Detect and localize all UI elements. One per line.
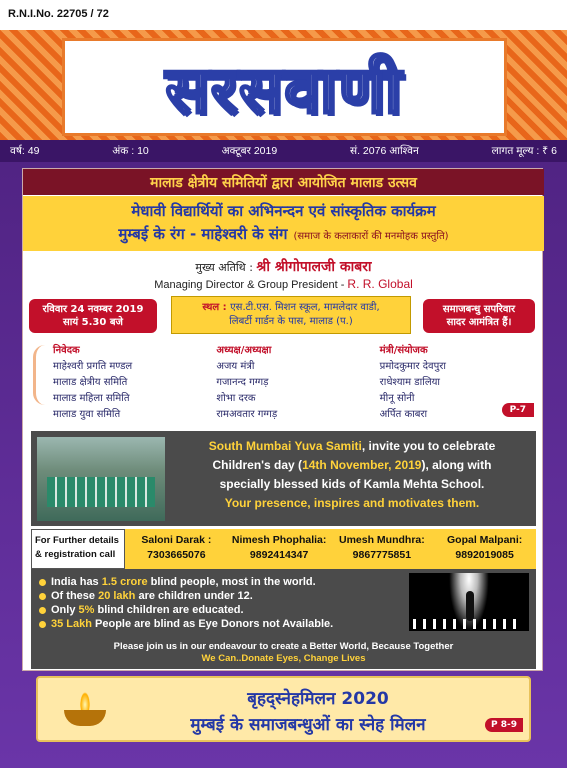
organizers-column — [53, 343, 216, 423]
fact-text: are children under 12. — [135, 590, 253, 602]
contact-name: Nimesh Phophalia: — [231, 534, 327, 546]
venue-line-1: एस.टी.एस. मिशन स्कूल, मामलेदार वाडी, — [230, 302, 380, 313]
list-item: मालाड महिला समिति — [53, 393, 130, 404]
invite-badge — [423, 299, 535, 333]
contacts-label-line-1: For Further details — [35, 535, 119, 546]
childrens-day-label: Children's day ( — [212, 458, 303, 472]
list-item: प्रमोदकुमार देवपुरा — [379, 361, 446, 372]
motivation-text: Your presence, inspires and motivates them. — [224, 496, 480, 510]
children-photo — [37, 437, 165, 521]
contacts-label — [31, 529, 125, 569]
list-item: राधेश्याम डालिया — [379, 377, 440, 388]
md-company: R. R. Global — [347, 277, 413, 291]
event-tagline: मुम्बई के रंग - माहेश्वरी के संग — [118, 225, 288, 243]
contact-phone: 9892019085 — [455, 549, 514, 561]
magazine-title: सरसवाणी — [165, 53, 404, 128]
list-item: अजय मंत्री — [216, 361, 255, 372]
event-date: रविवार 24 नवम्बर 2019 — [42, 304, 144, 315]
fact-highlight: 1.5 crore — [101, 576, 148, 588]
fact-item — [31, 589, 401, 603]
walking-figure — [466, 591, 474, 621]
diya-lamp-icon — [60, 692, 110, 732]
sneh-milan-subtitle: मुम्बई के समाजबन्धुओं का स्नेह मिलन — [190, 715, 426, 735]
md-label: Managing Director & Group President - — [154, 279, 348, 291]
contact-entry — [228, 529, 331, 569]
venue-line-2: लिबर्टी गार्डन के पास, मालाड (प.) — [229, 316, 353, 327]
issue-number: अंक : 10 — [112, 145, 149, 157]
facts-list — [31, 575, 401, 631]
sneh-milan-banner — [36, 676, 531, 742]
venue-label: स्थल : — [202, 302, 231, 313]
column-heading: मंत्री/संयोजक — [379, 345, 428, 356]
fact-highlight: 35 Lakh — [51, 618, 92, 630]
column-heading: अध्यक्ष/अध्यक्षा — [216, 345, 272, 356]
fact-item — [31, 603, 401, 617]
fact-highlight: 20 lakh — [98, 590, 136, 602]
event-headline: मेधावी विद्यार्थियों का अभिनन्दन एवं सांस्कृतिक कार्यक्रम — [131, 202, 436, 220]
list-item: गजानन्द गग्गड़ — [216, 377, 269, 388]
organizer-columns — [53, 343, 543, 423]
chief-guest-label: मुख्य अतिथि : — [195, 261, 257, 274]
list-item: अर्पित काबरा — [379, 409, 428, 420]
chief-guest-name: श्री श्रीगोपालजी काबरा — [256, 259, 372, 275]
fact-item — [31, 575, 401, 589]
page-tag-p7: P-7 — [502, 403, 534, 417]
fact-text: India has — [51, 576, 102, 588]
contact-phone: 9892414347 — [249, 549, 309, 561]
fact-text: Only — [51, 604, 79, 616]
chief-guest — [23, 257, 544, 276]
blind-walking-image — [409, 573, 529, 631]
chief-guest-title — [23, 277, 544, 291]
school-text: specially blessed kids of Kamla Mehta School. — [219, 477, 485, 491]
invite-text: , invite you to celebrate — [361, 439, 496, 453]
invite-line-1: समाजबन्धु सपरिवार — [442, 304, 516, 315]
yuva-invite-text — [173, 437, 531, 513]
list-item: माहेश्वरी प्रगति मण्डल — [53, 361, 133, 372]
contact-entry — [331, 529, 434, 569]
venue-box — [171, 296, 411, 334]
appeal-text — [31, 641, 536, 665]
yuva-samiti-ad — [31, 431, 536, 526]
flame-icon — [80, 692, 90, 710]
list-item: मीनू सोनी — [379, 393, 415, 404]
masthead-title-box — [62, 38, 507, 136]
lamp-bowl — [64, 710, 106, 726]
event-tagline-note: (समाज के कलाकारों की मनमोहक प्रस्तुति) — [293, 231, 449, 242]
contact-name: Gopal Malpani: — [446, 534, 523, 546]
appeal-line-2: We Can..Donate Eyes, Change Lives — [201, 653, 366, 664]
contact-name: Saloni Darak : — [141, 534, 212, 546]
along-with-text: ), along with — [421, 458, 492, 472]
samiti-name: South Mumbai Yuva Samiti — [208, 439, 362, 453]
contact-phone: 7303665076 — [147, 549, 206, 561]
volume-year: वर्ष: 49 — [10, 145, 40, 157]
contact-entry — [433, 529, 536, 569]
white-canes — [413, 619, 523, 629]
content-card — [22, 168, 543, 671]
contacts-label-line-2: & registration call — [35, 549, 116, 560]
childrens-day-date: 14th November, 2019 — [302, 458, 422, 472]
event-banner-title: मालाड क्षेत्रीय समितियों द्वारा आयोजित मालाड उत्सव — [23, 169, 544, 195]
price: लागत मूल्य : ₹ 6 — [491, 145, 557, 157]
issue-info-bar — [0, 140, 567, 162]
contacts-strip — [31, 529, 536, 569]
fact-text: blind children are educated. — [94, 604, 244, 616]
presidents-column — [216, 343, 379, 423]
list-item: मालाड क्षेत्रीय समिति — [53, 377, 128, 388]
fact-text: People are blind as Eye Donors not Available. — [91, 618, 334, 630]
top-strip — [0, 0, 567, 30]
appeal-line-1: Please join us in our endeavour to create a Better World, Because Together — [113, 641, 454, 652]
samvat-date: सं. 2076 आश्विन — [350, 145, 419, 157]
list-item: शोभा दरक — [216, 393, 256, 404]
issue-month: अक्टूबर 2019 — [221, 145, 278, 157]
event-time: सायं 5.30 बजे — [63, 317, 123, 328]
list-item: मालाड युवा समिति — [53, 409, 121, 420]
fact-text: blind people, most in the world. — [147, 576, 316, 588]
fact-item — [31, 617, 401, 631]
invite-line-2: सादर आमंत्रित हैं। — [446, 317, 512, 328]
contact-name: Umesh Mundhra: — [338, 534, 425, 546]
event-banner-subtitle — [23, 196, 544, 251]
list-item: रामअवतार गग्गड़ — [216, 409, 278, 420]
page-tag-p8-9: P 8-9 — [485, 718, 523, 732]
fact-text: Of these — [51, 590, 99, 602]
column-heading: निवेदक — [53, 345, 80, 356]
contact-phone: 9867775851 — [352, 549, 412, 561]
sneh-milan-title: बृहद्स्नेहमिलन 2020 — [247, 689, 389, 709]
contact-entry — [125, 529, 228, 569]
fact-highlight: 5% — [78, 604, 95, 616]
eye-donation-ad — [31, 569, 536, 669]
rni-number: R.N.I.No. 22705 / 72 — [8, 8, 109, 20]
event-date-badge — [29, 299, 157, 333]
